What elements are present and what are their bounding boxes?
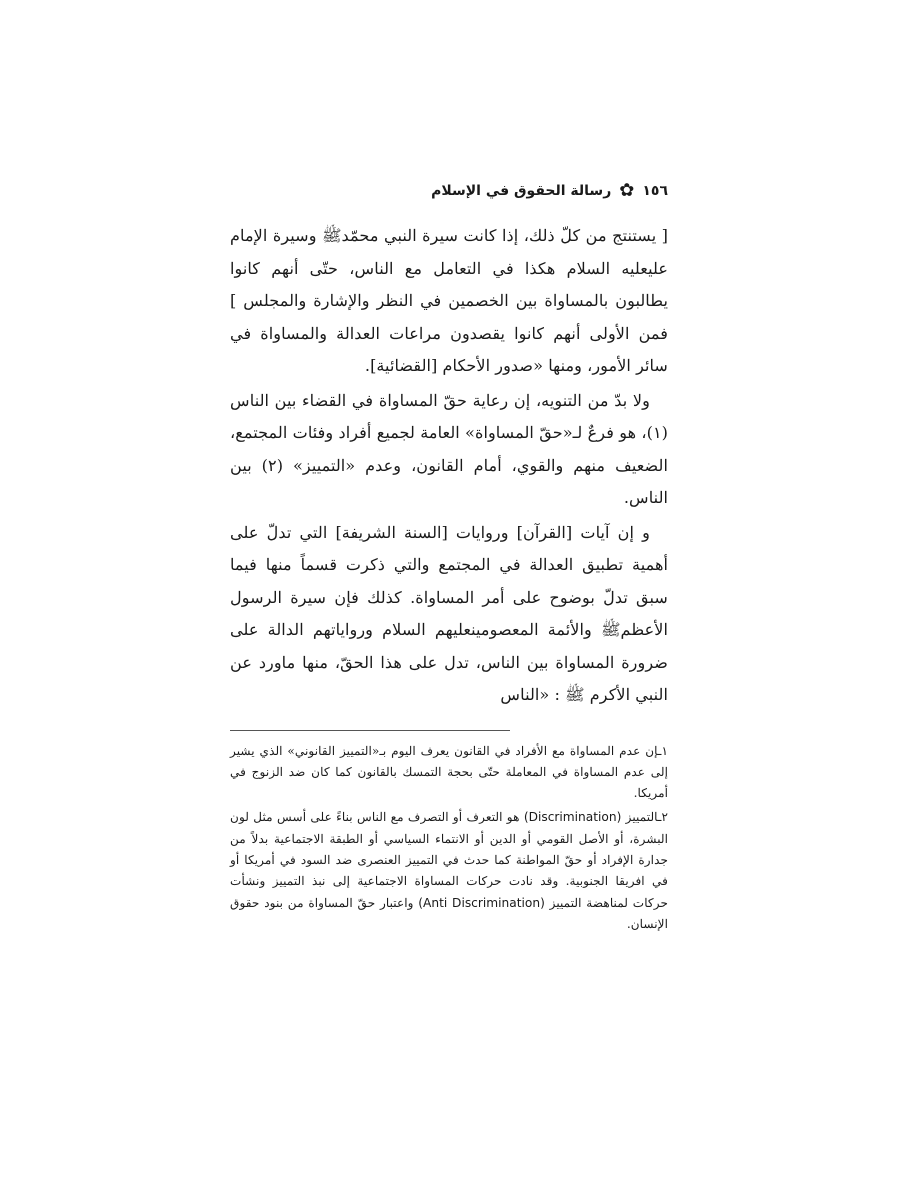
footnote: [230, 807, 668, 935]
page-header: [230, 182, 668, 200]
footnote-term-en: (Anti Discrimination): [418, 895, 545, 910]
paragraph: و إن آيات [القرآن] وروايات [السنة الشريفة] التي تدلّ على أهمية تطبيق العدالة في المجتمع والتي ذكرت قسماً منها فيما سبق تدلّ بوضوح على أمر المساواة. كذلك فإن سيرة الرسول الأعظمﷺ والأئمة المعصومينعليهم السلام ورواياتهم الدالة على ضرورة المساواة بين الناس، تدل على هذا الحقّ، منها ماورد عن النبي الأكرم ﷺ : «الناس: [230, 522, 668, 704]
footnote-number: ٢ـ: [657, 810, 668, 825]
main-text: [230, 220, 668, 712]
footnote-number: ١ـ: [657, 743, 668, 758]
running-title: رسالة الحقوق في الإسلام: [431, 183, 612, 199]
footnote-text: إن عدم المساواة مع الأفراد في القانون يعرف اليوم بـ«التمييز القانوني» الذي يشير إلى عدم المساواة في المعاملة حتّى بحجة التمسك بالقانون كما كان ضد الزنوج في أمريكا.: [230, 743, 668, 801]
footnote-text: التمييز: [621, 810, 658, 825]
book-page: [230, 182, 668, 935]
page-number: ١٥٦: [642, 183, 668, 199]
footnote-divider: [230, 730, 510, 731]
footnote: [230, 741, 668, 805]
paragraph: ولا بدّ من التنويه، إن رعاية حقّ المساواة في القضاء بين الناس (١)، هو فرعٌ لـ«حقّ المساواة» العامة لجميع أفراد وفئات المجتمع، الضعيف منهم والقوي، أمام القانون، وعدم «التمييز» (٢) بين الناس.: [230, 390, 668, 507]
footnote-text: هو التعرف أو التصرف مع الناس بناءً على أسس مثل لون البشرة، أو الأصل القومي أو الدين أو الانتماء السياسي أو الطبقة الاجتماعية بدلاً من جدارة الإفراد أو حقّ المواطنة كما حدث في التمييز العنصرى ضد السود في أمريكا أو في افريقا الجنوبية. وقد نادت حركات المساواة الاجتماعية إلى نبذ التمييز ونشأت حركات لمناهضة التمييز: [230, 810, 668, 910]
paragraph: [ يستنتج من كلّ ذلك، إذا كانت سيرة النبي محمّدﷺ وسيرة الإمام عليعليه السلام هكذا في التعامل مع الناس، حتّى أنهم كانوا يطالبون بالمساواة بين الخصمين في النظر والإشارة والمجلس ] فمن الأولى أنهم كانوا يقصدون مراعات العدالة والمساواة في سائر الأمور، ومنها «صدور الأحكام [القضائية].: [230, 226, 668, 375]
flower-ornament-icon: ✿: [619, 180, 635, 201]
footnotes: [230, 741, 668, 936]
footnote-term-en: (Discrimination): [523, 810, 622, 825]
footnote-text: واعتبار حقّ المساواة من بنود حقوق الإنسان.: [230, 895, 668, 931]
